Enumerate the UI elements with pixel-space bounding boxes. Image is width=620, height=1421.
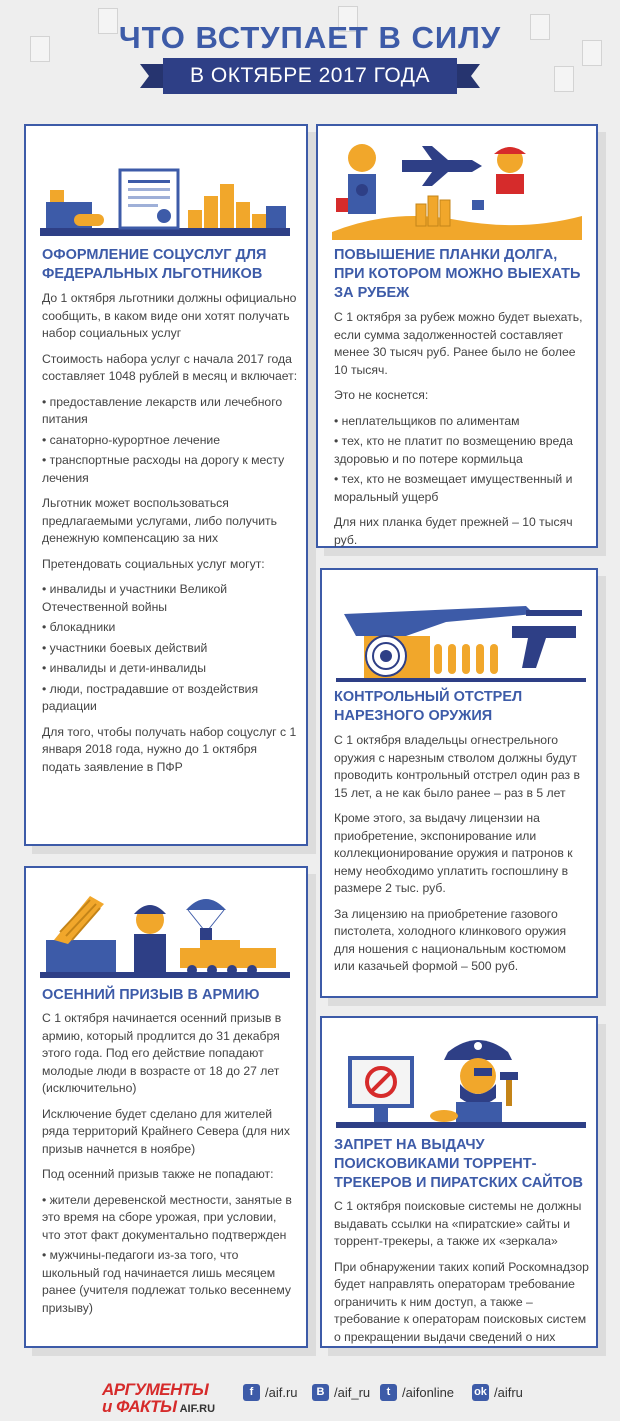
card-body: [334, 1198, 590, 1354]
list-item: • предоставление лекарств или лечебного питания: [42, 394, 298, 429]
list: [334, 413, 588, 507]
card-title: ЗАПРЕТ НА ВЫДАЧУ ПОИСКОВИКАМИ ТОРРЕНТ-ТРЕКЕРОВ И ПИРАТСКИХ САЙТОВ: [334, 1137, 583, 1191]
paragraph: При обнаружении таких копий Роскомнадзор будет направлять операторам требование ограничить к ним доступ, а также – требование к операторам поисковых систем о прекращении выдачи сведений о них: [334, 1259, 589, 1344]
paragraph: До 1 октября льготники должны официально сообщить, в каком виде они хотят получать набор социальных услуг: [42, 291, 297, 340]
card-weapons: [320, 568, 598, 998]
soldier-military-icon: [40, 882, 290, 982]
list-item: • жители деревенской местности, занятые в это время на сборе урожая, при условии, что этот факт документально подтвержден: [42, 1192, 296, 1245]
card-army: [24, 866, 308, 1348]
paragraph: Под осенний призыв также не попадают:: [42, 1167, 274, 1181]
card-social-services: [24, 124, 308, 846]
social-link-twitter[interactable]: [380, 1384, 454, 1401]
social-label: /aifonline: [402, 1385, 455, 1400]
page-title: ЧТО ВСТУПАЕТ В СИЛУ: [118, 20, 502, 55]
list-item: • люди, пострадавшие от воздействия радиации: [42, 681, 298, 716]
paragraph: Это не коснется:: [334, 388, 429, 402]
card-body: [334, 732, 590, 984]
list: [42, 1192, 296, 1318]
social-label: /aifru: [494, 1385, 523, 1400]
list-item: • тех, кто не платит по возмещению вреда здоровью и по потере кормильца: [334, 433, 588, 468]
card-body: [42, 1010, 296, 1325]
card-body: [42, 290, 298, 784]
social-label: /aif_ru: [334, 1385, 371, 1400]
header: [0, 0, 620, 112]
list-item: • мужчины-педагоги из-за того, что школьный год начинается лишь месяцем ранее (учителя подлежат только весеннему призыву): [42, 1247, 296, 1317]
card-torrent: [320, 1016, 598, 1348]
facebook-icon: f: [243, 1384, 260, 1401]
list-item: • инвалиды и дети-инвалиды: [42, 660, 298, 678]
card-debt-limit: [316, 124, 598, 548]
paragraph: За лицензию на приобретение газового пистолета, холодного клинкового оружия для ношения с национальным костюмом или казачьей формой – 500 руб.: [334, 906, 567, 973]
pirate-computer-icon: [336, 1032, 586, 1132]
logo-site: AIF.RU: [179, 1403, 216, 1415]
aif-logo[interactable]: [102, 1380, 215, 1417]
list: [42, 581, 298, 716]
card-title: ОФОРМЛЕНИЕ СОЦУСЛУГ ДЛЯ ФЕДЕРАЛЬНЫХ ЛЬГОТНИКОВ: [42, 247, 267, 282]
list-item: • транспортные расходы на дорогу к месту лечения: [42, 452, 298, 487]
paragraph: Претендовать социальных услуг могут:: [42, 556, 265, 571]
card-body: [334, 309, 588, 557]
paragraph: Льготник может воспользоваться предлагаемыми услугами, либо получить денежную компенсацию за них: [42, 496, 277, 545]
list-item: • неплательщиков по алиментам: [334, 413, 588, 431]
social-label: /aif.ru: [265, 1385, 298, 1400]
social-link-vk[interactable]: [312, 1384, 370, 1401]
card-title: ПОВЫШЕНИЕ ПЛАНКИ ДОЛГА, ПРИ КОТОРОМ МОЖНО ВЫЕХАТЬ ЗА РУБЕЖ: [334, 247, 581, 301]
footer: [0, 1362, 620, 1421]
rifle-target-icon: [336, 584, 586, 684]
paragraph: Для них планка будет прежней – 10 тысяч руб.: [334, 515, 573, 547]
social-link-facebook[interactable]: [243, 1384, 298, 1401]
paragraph: С 1 октября поисковые системы не должны выдавать ссылки на «пиратские» сайты и торрент-трекеры, а также их «зеркала»: [334, 1199, 582, 1248]
paragraph: Исключение будет сделано для жителей ряда территорий Крайнего Севера (для них призыв начнется в ноябре): [42, 1106, 290, 1156]
page-subtitle: В ОКТЯБРЕ 2017 ГОДА: [163, 58, 457, 94]
list-item: • инвалиды и участники Великой Отечественной войны: [42, 581, 298, 616]
card-title: КОНТРОЛЬНЫЙ ОТСТРЕЛ НАРЕЗНОГО ОРУЖИЯ: [334, 689, 523, 724]
list-item: • участники боевых действий: [42, 640, 298, 658]
document-deco-icon: [554, 66, 574, 92]
paragraph: Кроме этого, за выдачу лицензии на приобретение, экспонирование или коллекционирование оружия и патронов к нему необходимо уплатить госпошлину в размере 2 тыс. руб.: [334, 811, 573, 895]
paragraph: Стоимость набора услуг с начала 2017 года составляет 1048 рублей в месяц и включает:: [42, 351, 298, 383]
list-item: • блокадники: [42, 619, 298, 637]
logo-line1: АРГУМЕНТЫ: [102, 1380, 209, 1399]
list-item: • санаторно-курортное лечение: [42, 432, 298, 450]
documents-coins-icon: [40, 140, 290, 240]
social-link-odnoklassniki[interactable]: [472, 1384, 523, 1401]
odnoklassniki-icon: ok: [472, 1384, 489, 1401]
paragraph: С 1 октября за рубеж можно будет выехать, если сумма задолженностей составляет менее 30 тысяч руб. Ранее было не более 10 тысяч.: [334, 310, 583, 377]
list-item: • тех, кто не возмещает имущественный и моральный ущерб: [334, 471, 588, 506]
twitter-icon: t: [380, 1384, 397, 1401]
vk-icon: В: [312, 1384, 329, 1401]
paragraph: Для того, чтобы получать набор соцуслуг с 1 января 2018 года, нужно до 1 октября подать заявление в ПФР: [42, 724, 297, 774]
logo-line2: и ФАКТЫ: [102, 1397, 177, 1416]
card-title: ОСЕННИЙ ПРИЗЫВ В АРМИЮ: [42, 987, 260, 1003]
travelers-airplane-icon: [332, 140, 582, 240]
paragraph: С 1 октября начинается осенний призыв в армию, который продлится до 31 декабря этого года. Под его действие попадают молодые люди в возрасте от 18 до 27 лет (исключительно): [42, 1011, 282, 1095]
paragraph: С 1 октября владельцы огнестрельного оружия с нарезным стволом должны будут проводить контрольный отстрел один раз в 15 лет, а не как было ранее – раз в 5 лет: [334, 733, 580, 800]
list: [42, 394, 298, 488]
